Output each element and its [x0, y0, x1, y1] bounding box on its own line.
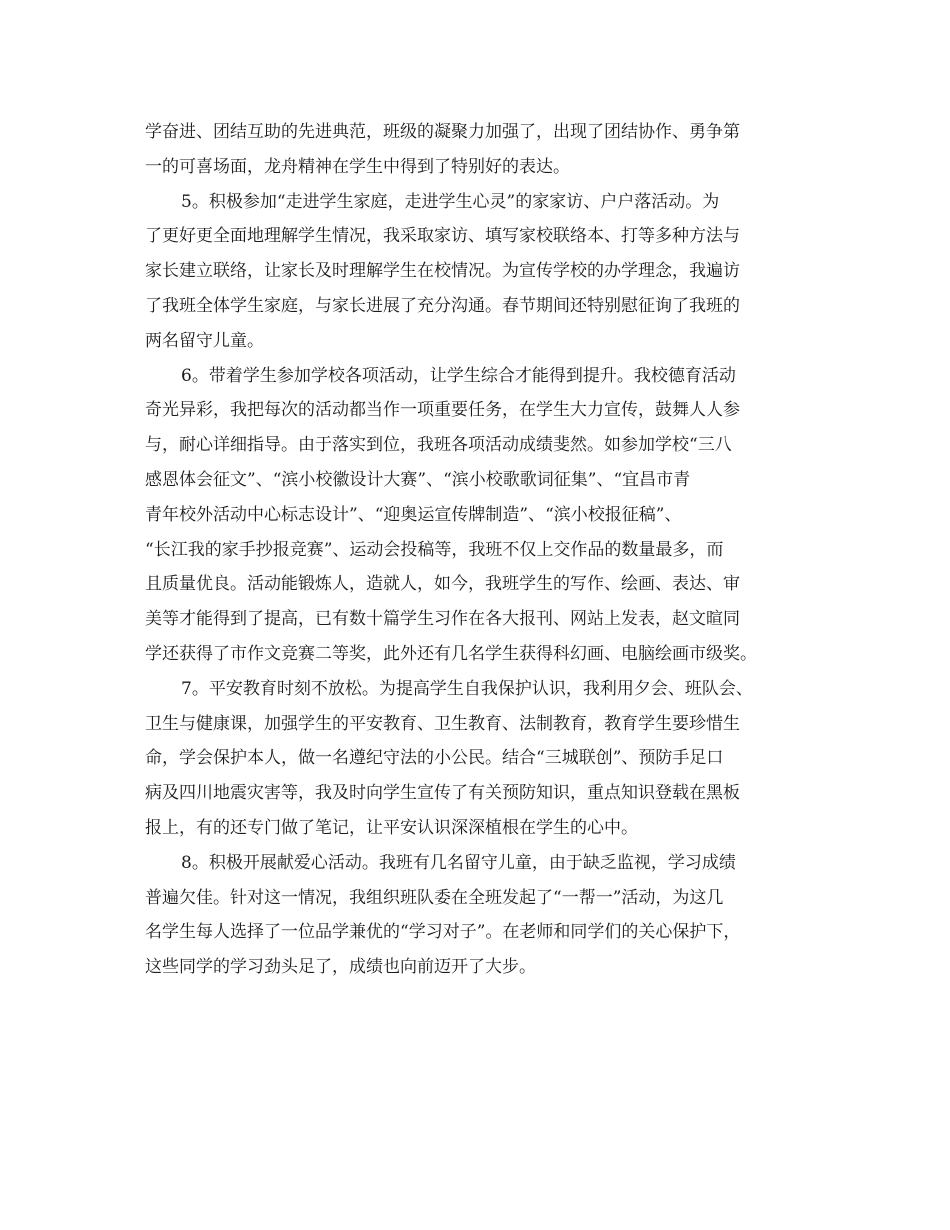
text-line: 5。积极参加“走进学生家庭，走进学生心灵”的家家访、户户落活动。为: [181, 191, 720, 212]
text-line: 7。平安教育时刻不放松。为提高学生自我保护认识，我利用夕会、班队会、: [181, 678, 753, 699]
text-line: 病及四川地震灾害等，我及时向学生宣传了有关预防知识，重点知识登载在黑板: [145, 783, 740, 804]
text-line: 感恩体会征文”、“滨小校徽设计大赛”、“滨小校歌歌词征集”、“宜昌市青: [145, 469, 691, 490]
text-line: 青年校外活动中心标志设计”、“迎奥运宣传牌制造”、“滨小校报征稿”、: [145, 504, 682, 525]
text-line: 家长建立联络，让家长及时理解学生在校情况。为宣传学校的办学理念，我遍访: [145, 261, 740, 282]
body-text: [145, 115, 815, 985]
text-line: 这些同学的学习劲头足了，成绩也向前迈开了大步。: [145, 957, 536, 978]
text-line: 两名留守儿童。: [145, 330, 264, 351]
text-line: 学奋进、团结互助的先进典范，班级的凝聚力加强了，出现了团结协作、勇争第: [145, 122, 740, 142]
text-line: 一的可喜场面，龙舟精神在学生中得到了特别好的表达。: [145, 156, 570, 177]
text-line: 8。积极开展献爱心活动。我班有几名留守儿童，由于缺乏监视，学习成绩: [181, 852, 736, 873]
text-line: 且质量优良。活动能锻炼人，造就人，如今，我班学生的写作、绘画、表达、审: [145, 574, 740, 595]
text-line: 美等才能得到了提高，已有数十篇学生习作在各大报刊、网站上发表，赵文暄同: [145, 609, 740, 630]
text-line: 了更好更全面地理解学生情况，我采取家访、填写家校联络本、打等多种方法与: [145, 226, 740, 247]
text-line: 名学生每人选择了一位品学兼优的“学习对子”。在老师和同学们的关心保护下，: [145, 922, 741, 943]
text-line: 奇光异彩，我把每次的活动都当作一项重要任务，在学生大力宣传，鼓舞人人参: [145, 400, 740, 421]
text-line: 与，耐心详细指导。由于落实到位，我班各项活动成绩斐然。如参加学校“三八: [145, 435, 732, 456]
text-line: 命，学会保护本人，做一名遵纪守法的小公民。结合“三城联创”、预防手足口: [145, 748, 724, 769]
text-line: 普遍欠佳。针对这一情况，我组织班队委在全班发起了“一帮一”活动，为这几: [145, 887, 724, 908]
text-line: 了我班全体学生家庭，与家长进展了充分沟通。春节期间还特别慰征询了我班的: [145, 295, 740, 316]
text-line: “长江我的家手抄报竞赛”、运动会投稿等，我班不仅上交作品的数量最多，而: [145, 539, 724, 560]
text-line: 学还获得了市作文竞赛二等奖，此外还有几名学生获得科幻画、电脑绘画市级奖。: [145, 643, 757, 664]
text-line: 报上，有的还专门做了笔记，让平安认识深深植根在学生的心中。: [145, 817, 638, 838]
text-line: 卫生与健康课，加强学生的平安教育、卫生教育、法制教育，教育学生要珍惜生: [145, 713, 740, 734]
text-line: 6。带着学生参加学校各项活动，让学生综合才能得到提升。我校德育活动: [181, 365, 736, 386]
